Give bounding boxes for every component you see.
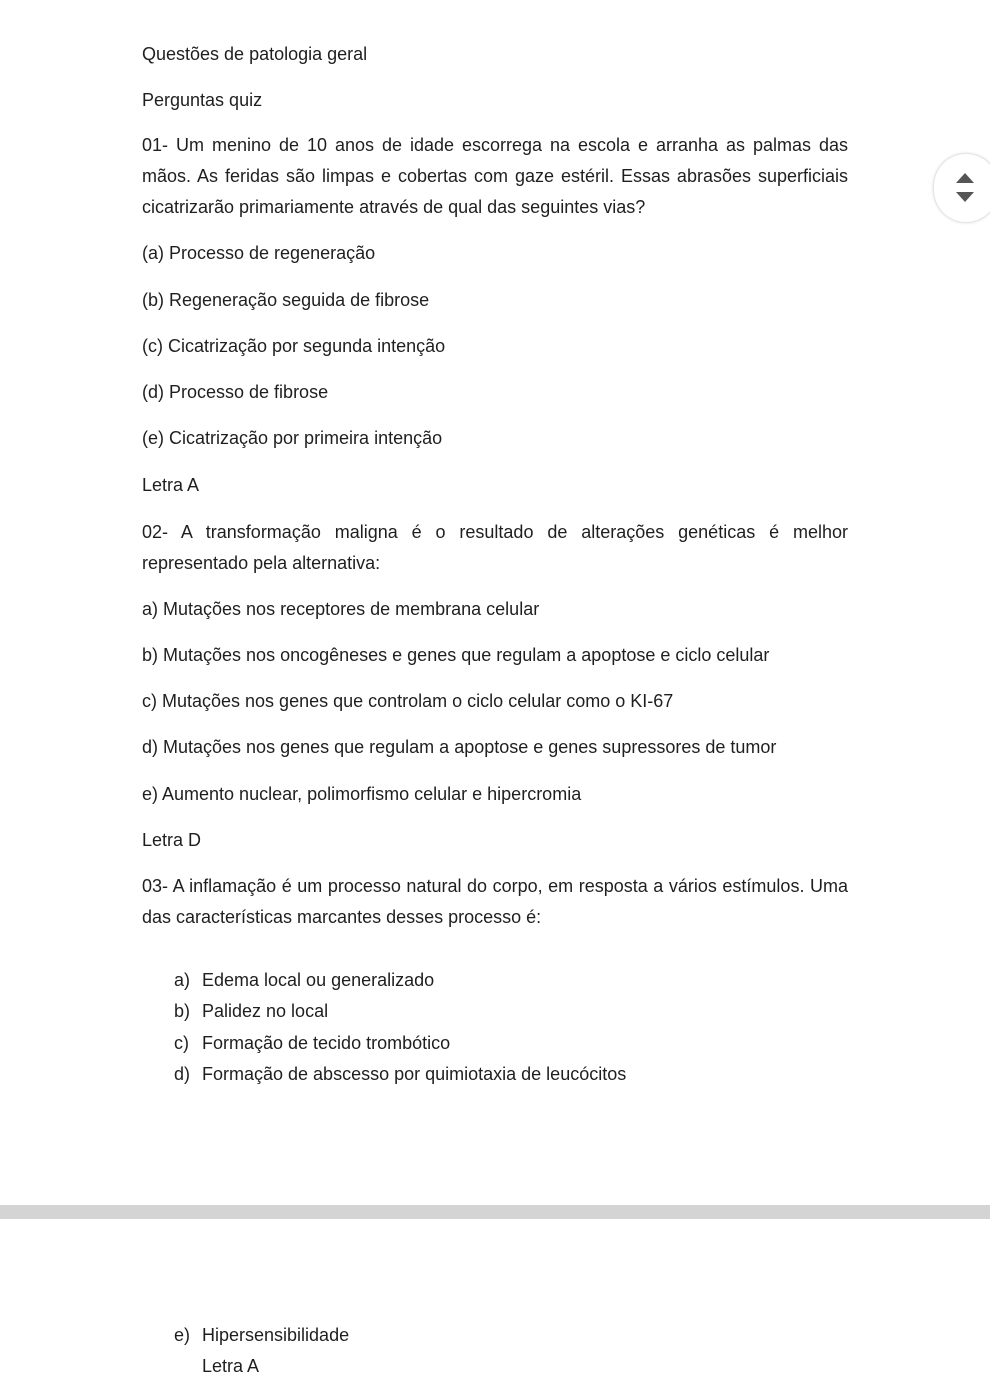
- document-subtitle: Perguntas quiz: [142, 90, 263, 110]
- q2-option-a: a) Mutações nos receptores de membrana celular: [142, 599, 540, 619]
- document-title: Questões de patologia geral: [142, 44, 368, 64]
- list-item-text: Formação de abscesso por quimiotaxia de leucócitos: [202, 1064, 627, 1084]
- q3-option-a: [174, 968, 434, 992]
- list-item-text: Formação de tecido trombótico: [202, 1033, 451, 1053]
- q2-option-b: b) Mutações nos oncogêneses e genes que regulam a apoptose e ciclo celular: [142, 645, 770, 665]
- q3-option-e: [174, 1323, 349, 1347]
- q3-option-d: [174, 1062, 626, 1086]
- list-item-text: Edema local ou generalizado: [202, 970, 435, 990]
- question-2-text: 02- A transformação maligna é o resultado de alterações genéticas é melhor representado pela alternativa:: [142, 522, 848, 573]
- q3-answer: Letra A: [202, 1356, 260, 1376]
- list-marker: a): [174, 970, 191, 990]
- chevron-down-icon[interactable]: [956, 192, 974, 202]
- q1-option-d: (d) Processo de fibrose: [142, 382, 329, 402]
- chevron-up-icon[interactable]: [956, 173, 974, 183]
- list-marker: d): [174, 1064, 191, 1084]
- q1-option-b: (b) Regeneração seguida de fibrose: [142, 290, 430, 310]
- q1-answer: Letra A: [142, 475, 200, 495]
- q3-option-c: [174, 1031, 450, 1055]
- q1-option-a: (a) Processo de regeneração: [142, 243, 376, 263]
- page-scroll-control: [934, 154, 990, 222]
- list-marker: c): [174, 1033, 189, 1053]
- q1-option-e: (e) Cicatrização por primeira intenção: [142, 428, 443, 448]
- q1-option-c: (c) Cicatrização por segunda intenção: [142, 336, 446, 356]
- question-3-text: 03- A inflamação é um processo natural do corpo, em resposta a vários estímulos. Uma das características marcantes desses processo é:: [142, 876, 848, 927]
- list-item-text: Palidez no local: [202, 1001, 329, 1021]
- question-1-text: 01- Um menino de 10 anos de idade escorrega na escola e arranha as palmas das mãos. As feridas são limpas e cobertas com gaze estéril. Essas abrasões superficiais cicatrizarão primariamente através de qual das seguintes vias?: [142, 135, 848, 217]
- q2-answer: Letra D: [142, 830, 202, 850]
- q2-option-d: d) Mutações nos genes que regulam a apoptose e genes supressores de tumor: [142, 737, 777, 757]
- q2-option-e: e) Aumento nuclear, polimorfismo celular e hipercromia: [142, 784, 582, 804]
- list-item-text: Hipersensibilidade: [202, 1325, 350, 1345]
- q2-option-c: c) Mutações nos genes que controlam o ciclo celular como o KI-67: [142, 691, 674, 711]
- list-marker: b): [174, 1001, 191, 1021]
- list-marker: e): [174, 1325, 191, 1345]
- q3-option-b: [174, 999, 328, 1023]
- page-break-divider: [0, 1205, 990, 1219]
